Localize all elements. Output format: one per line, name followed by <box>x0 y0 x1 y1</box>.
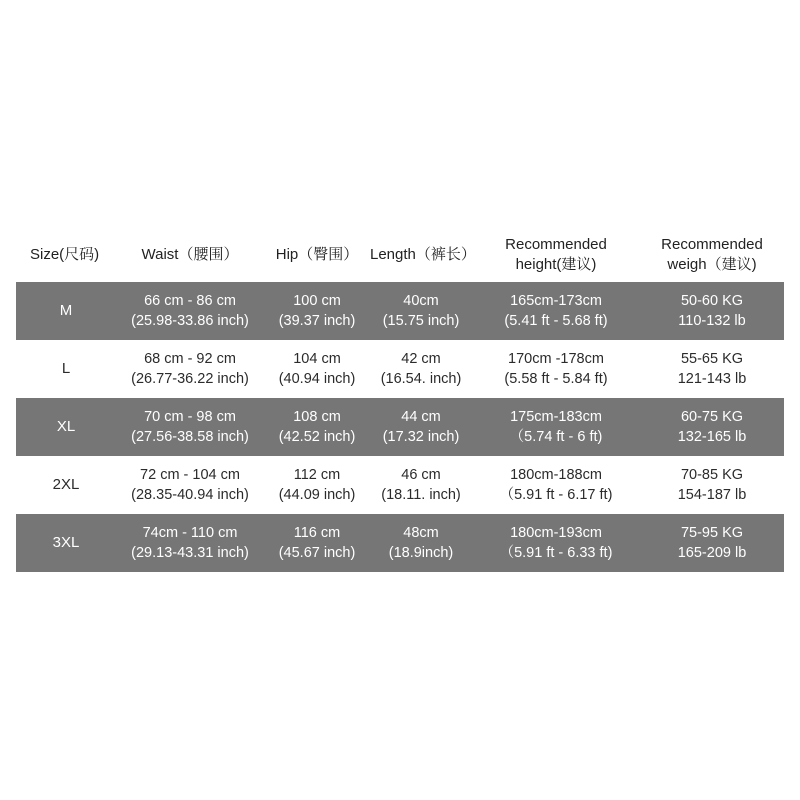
waist-cell <box>116 523 264 563</box>
header-weight-label-line2: weigh（建议) <box>667 256 757 273</box>
table-row <box>16 398 784 456</box>
waist-inch: (28.35-40.94 inch) <box>131 487 249 503</box>
table-row <box>16 514 784 572</box>
height-cell <box>472 465 640 505</box>
hip-cm: 108 cm <box>293 409 341 425</box>
waist-cm: 72 cm - 104 cm <box>140 467 240 483</box>
hip-cm: 112 cm <box>293 467 341 483</box>
length-cm: 46 cm <box>401 467 441 483</box>
height-cell <box>472 407 640 447</box>
height-ft: (5.41 ft - 5.68 ft) <box>504 313 608 329</box>
header-waist <box>116 245 264 265</box>
weight-kg: 60-75 KG <box>680 409 744 425</box>
hip-inch: (40.94 inch) <box>278 371 356 387</box>
waist-inch: (26.77-36.22 inch) <box>131 371 249 387</box>
header-size <box>16 245 116 265</box>
header-weight <box>640 235 784 275</box>
hip-inch: (44.09 inch) <box>278 487 356 503</box>
length-cell <box>370 465 472 505</box>
height-cm: 165cm-173cm <box>510 293 602 309</box>
weight-kg: 55-65 KG <box>680 351 744 367</box>
weight-cell <box>640 407 784 447</box>
waist-cell <box>116 349 264 389</box>
waist-cm: 66 cm - 86 cm <box>144 293 236 309</box>
height-cell <box>472 523 640 563</box>
hip-inch: (39.37 inch) <box>278 313 356 329</box>
height-ft: (5.58 ft - 5.84 ft) <box>504 371 608 387</box>
table-row <box>16 340 784 398</box>
weight-cell <box>640 291 784 331</box>
waist-cell <box>116 291 264 331</box>
waist-inch: (27.56-38.58 inch) <box>131 429 249 445</box>
size-chart-table <box>16 228 784 572</box>
length-cell <box>370 291 472 331</box>
header-weight-label-line1: Recommended <box>661 236 763 253</box>
hip-cell <box>264 465 370 505</box>
height-cm: 170cm -178cm <box>508 351 604 367</box>
waist-inch: (29.13-43.31 inch) <box>131 545 249 561</box>
hip-cm: 100 cm <box>293 293 341 309</box>
length-cm: 44 cm <box>401 409 441 425</box>
length-inch: (15.75 inch) <box>382 313 460 329</box>
height-cell <box>472 291 640 331</box>
header-height <box>472 235 640 275</box>
size-cell: M <box>59 302 73 319</box>
size-cell: XL <box>56 418 76 435</box>
hip-cm: 116 cm <box>293 525 341 541</box>
weight-lb: 110-132 lb <box>678 313 746 329</box>
header-size-label: Size(尺码) <box>30 246 100 263</box>
length-cm: 48cm <box>403 525 439 541</box>
length-inch: (18.9inch) <box>388 545 454 561</box>
header-length-label: Length（裤长） <box>370 246 476 263</box>
header-height-label-line1: Recommended <box>505 236 607 253</box>
weight-lb: 165-209 lb <box>677 545 747 561</box>
table-header-row <box>16 228 784 282</box>
height-cm: 180cm-188cm <box>510 467 602 483</box>
length-cm: 40cm <box>403 293 439 309</box>
height-ft: （5.74 ft - 6 ft) <box>509 429 603 445</box>
hip-inch: (45.67 inch) <box>278 545 356 561</box>
header-hip-label: Hip（臀围） <box>275 246 359 263</box>
length-inch: (18.11. inch) <box>381 487 461 503</box>
length-cell <box>370 349 472 389</box>
height-cm: 180cm-193cm <box>510 525 602 541</box>
weight-kg: 75-95 KG <box>680 525 744 541</box>
weight-kg: 50-60 KG <box>680 293 744 309</box>
length-cell <box>370 523 472 563</box>
length-inch: (17.32 inch) <box>382 429 460 445</box>
waist-inch: (25.98-33.86 inch) <box>131 313 249 329</box>
waist-cm: 70 cm - 98 cm <box>144 409 236 425</box>
height-cell <box>472 349 640 389</box>
weight-cell <box>640 523 784 563</box>
header-hip <box>264 245 370 265</box>
weight-lb: 121-143 lb <box>677 371 747 387</box>
weight-cell <box>640 465 784 505</box>
hip-cell <box>264 523 370 563</box>
waist-cell <box>116 407 264 447</box>
size-cell: 3XL <box>52 534 80 551</box>
size-cell: L <box>61 360 71 377</box>
weight-lb: 132-165 lb <box>677 429 747 445</box>
hip-cell <box>264 407 370 447</box>
weight-lb: 154-187 lb <box>677 487 747 503</box>
length-cm: 42 cm <box>401 351 441 367</box>
height-ft: （5.91 ft - 6.33 ft) <box>499 545 613 561</box>
size-cell: 2XL <box>52 476 80 493</box>
header-waist-label: Waist（腰围） <box>141 246 239 263</box>
hip-cell <box>264 291 370 331</box>
length-cell <box>370 407 472 447</box>
table-row <box>16 456 784 514</box>
waist-cm: 68 cm - 92 cm <box>144 351 236 367</box>
table-row <box>16 282 784 340</box>
height-ft: （5.91 ft - 6.17 ft) <box>499 487 613 503</box>
hip-cell <box>264 349 370 389</box>
header-height-label-line2: height(建议) <box>515 256 597 273</box>
waist-cell <box>116 465 264 505</box>
length-inch: (16.54. inch) <box>380 371 462 387</box>
hip-inch: (42.52 inch) <box>278 429 356 445</box>
weight-kg: 70-85 KG <box>680 467 744 483</box>
header-length <box>370 245 476 265</box>
height-cm: 175cm-183cm <box>510 409 602 425</box>
hip-cm: 104 cm <box>293 351 341 367</box>
weight-cell <box>640 349 784 389</box>
waist-cm: 74cm - 110 cm <box>142 525 238 541</box>
